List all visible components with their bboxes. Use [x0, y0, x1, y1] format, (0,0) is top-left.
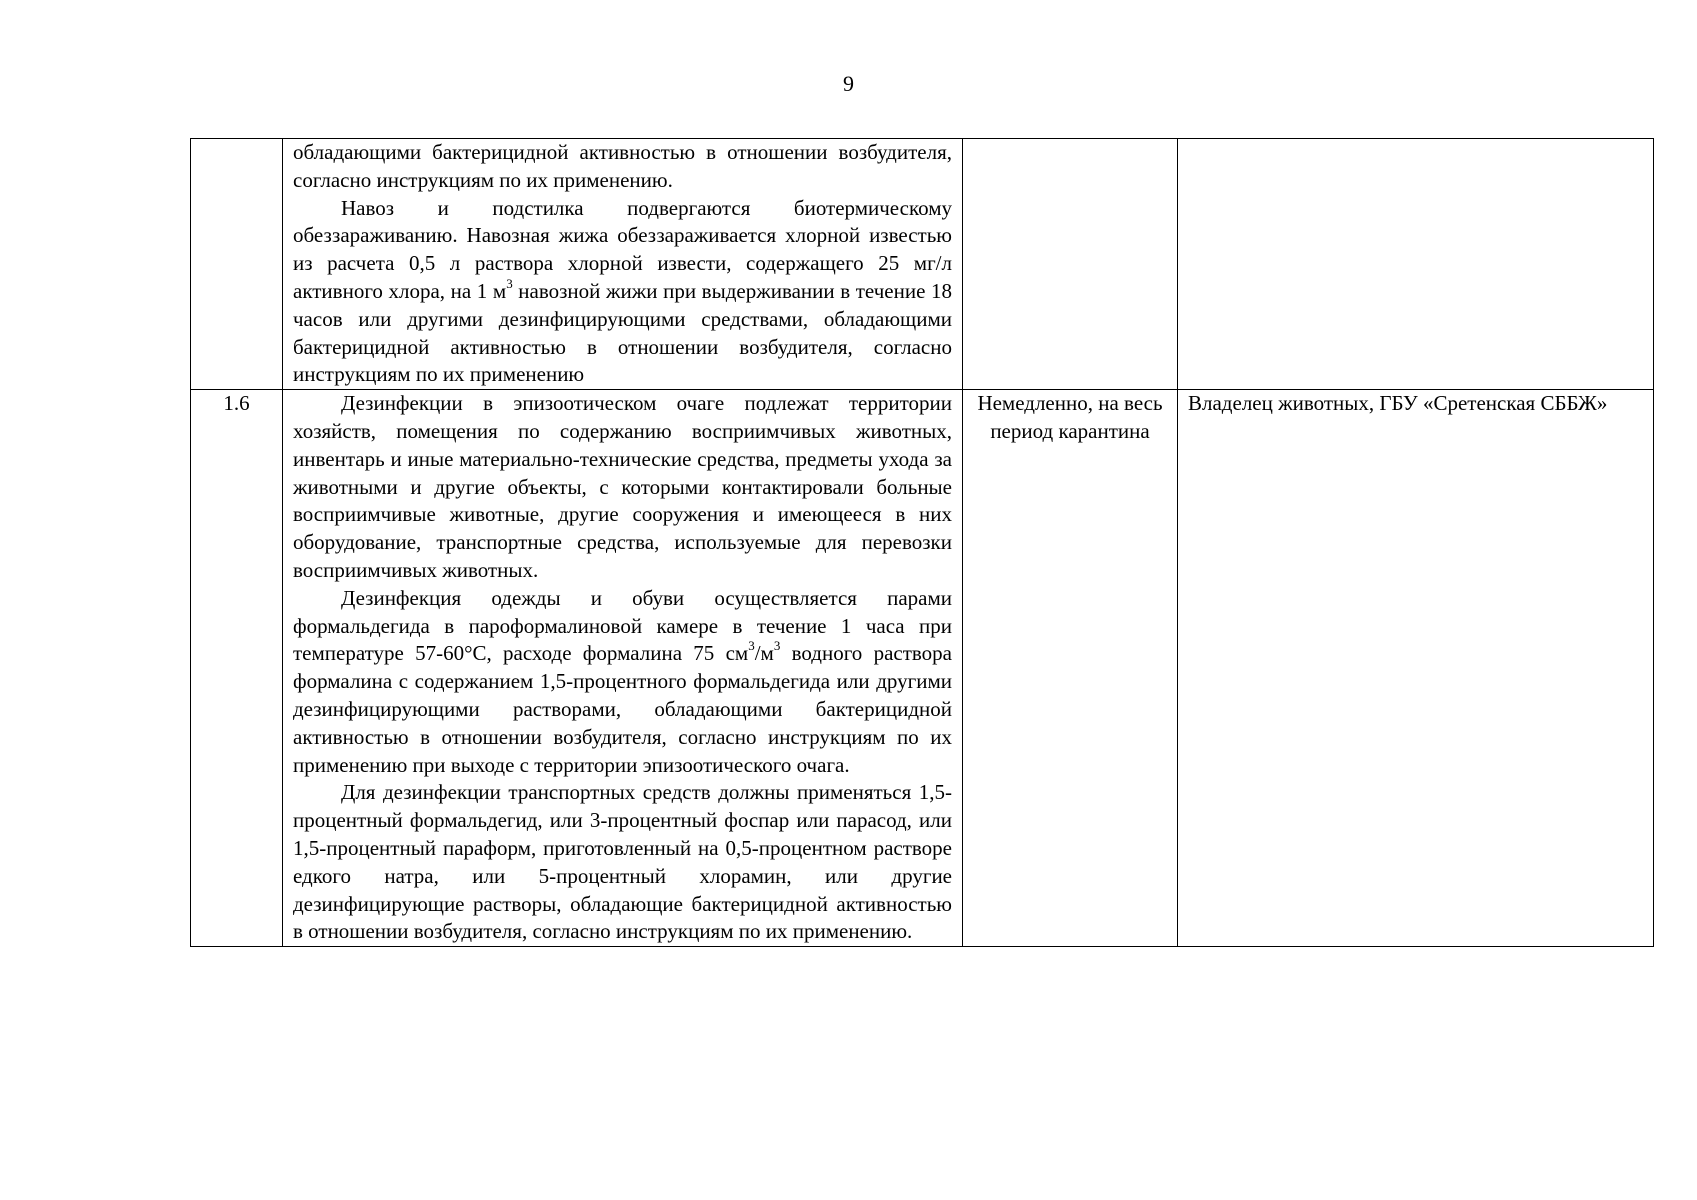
deadline-cell [963, 139, 1178, 390]
text-run: обладающими бактерицидной активностью в отношении возбудителя, согласно инструкциям по их применению. [293, 140, 952, 192]
measure-description-cell [283, 390, 963, 947]
table-body [191, 139, 1654, 947]
page-number: 9 [843, 71, 854, 96]
responsible-cell [1178, 139, 1654, 390]
superscript: 3 [773, 638, 781, 654]
measure-paragraph [293, 390, 952, 585]
measure-description-cell [283, 139, 963, 390]
text-run: /м [754, 641, 774, 666]
measure-paragraph [293, 195, 952, 390]
text-run: Навоз и подстилка подвергаются биотермическому обеззараживанию. Навозная жижа обеззараживается хлорной известью из расчета 0,5 л раствора хлорной извести, содержащего 25 мг/л активного хлора, на 1 м [293, 195, 952, 303]
deadline-cell: Немедленно, на весь период карантина [963, 390, 1178, 947]
measure-paragraph [293, 779, 952, 946]
text-run: навозной жижи при выдерживании в течение 18 часов или другими дезинфицирующими средствами, обладающими бактерицидной активностью в отношении возбудителя, согласно инструкциям по их применению [293, 278, 952, 387]
item-number-cell: 1.6 [191, 390, 283, 947]
table-row [191, 139, 1654, 390]
item-number-cell [191, 139, 283, 390]
measures-table [190, 138, 1654, 947]
text-run: водного раствора формалина с содержанием 1,5-процентного формальдегида или другими дезинфицирующими растворами, обладающими бактерицидной активностью в отношении возбудителя, согласно инструкциям по их применению при выходе с территории эпизоотического очага. [293, 641, 952, 777]
superscript: 3 [748, 638, 755, 654]
table-row [191, 390, 1654, 947]
text-run: Дезинфекции в эпизоотическом очаге подлежат территории хозяйств, помещения по содержанию восприимчивых животных, инвентарь и иные материально-технические средства, предметы ухода за животными и другие объекты, с которыми контактировали больные восприимчивые животные, другие сооружения и имеющееся в них оборудование, транспортные средства, используемые для перевозки восприимчивых животных. [293, 391, 952, 582]
responsible-cell: Владелец животных, ГБУ «Сретенская СББЖ» [1178, 390, 1654, 947]
measure-paragraph [293, 585, 952, 780]
text-run: Дезинфекция одежды и обуви осуществляется парами формальдегида в пароформалиновой камере в течение 1 часа при температуре 57-60°С, расходе формалина 75 см [293, 585, 952, 666]
superscript: 3 [506, 275, 513, 291]
measure-paragraph [293, 139, 952, 195]
text-run: Для дезинфекции транспортных средств должны применяться 1,5-процентный формальдегид, или 3-процентный фоспар или парасод, или 1,5-процентный параформ, приготовленный на 0,5-процентном растворе едкого натра, или 5-процентный хлорамин, или другие дезинфицирующие растворы, обладающие бактерицидной активностью в отношении возбудителя, согласно инструкциям по их применению. [293, 780, 952, 944]
